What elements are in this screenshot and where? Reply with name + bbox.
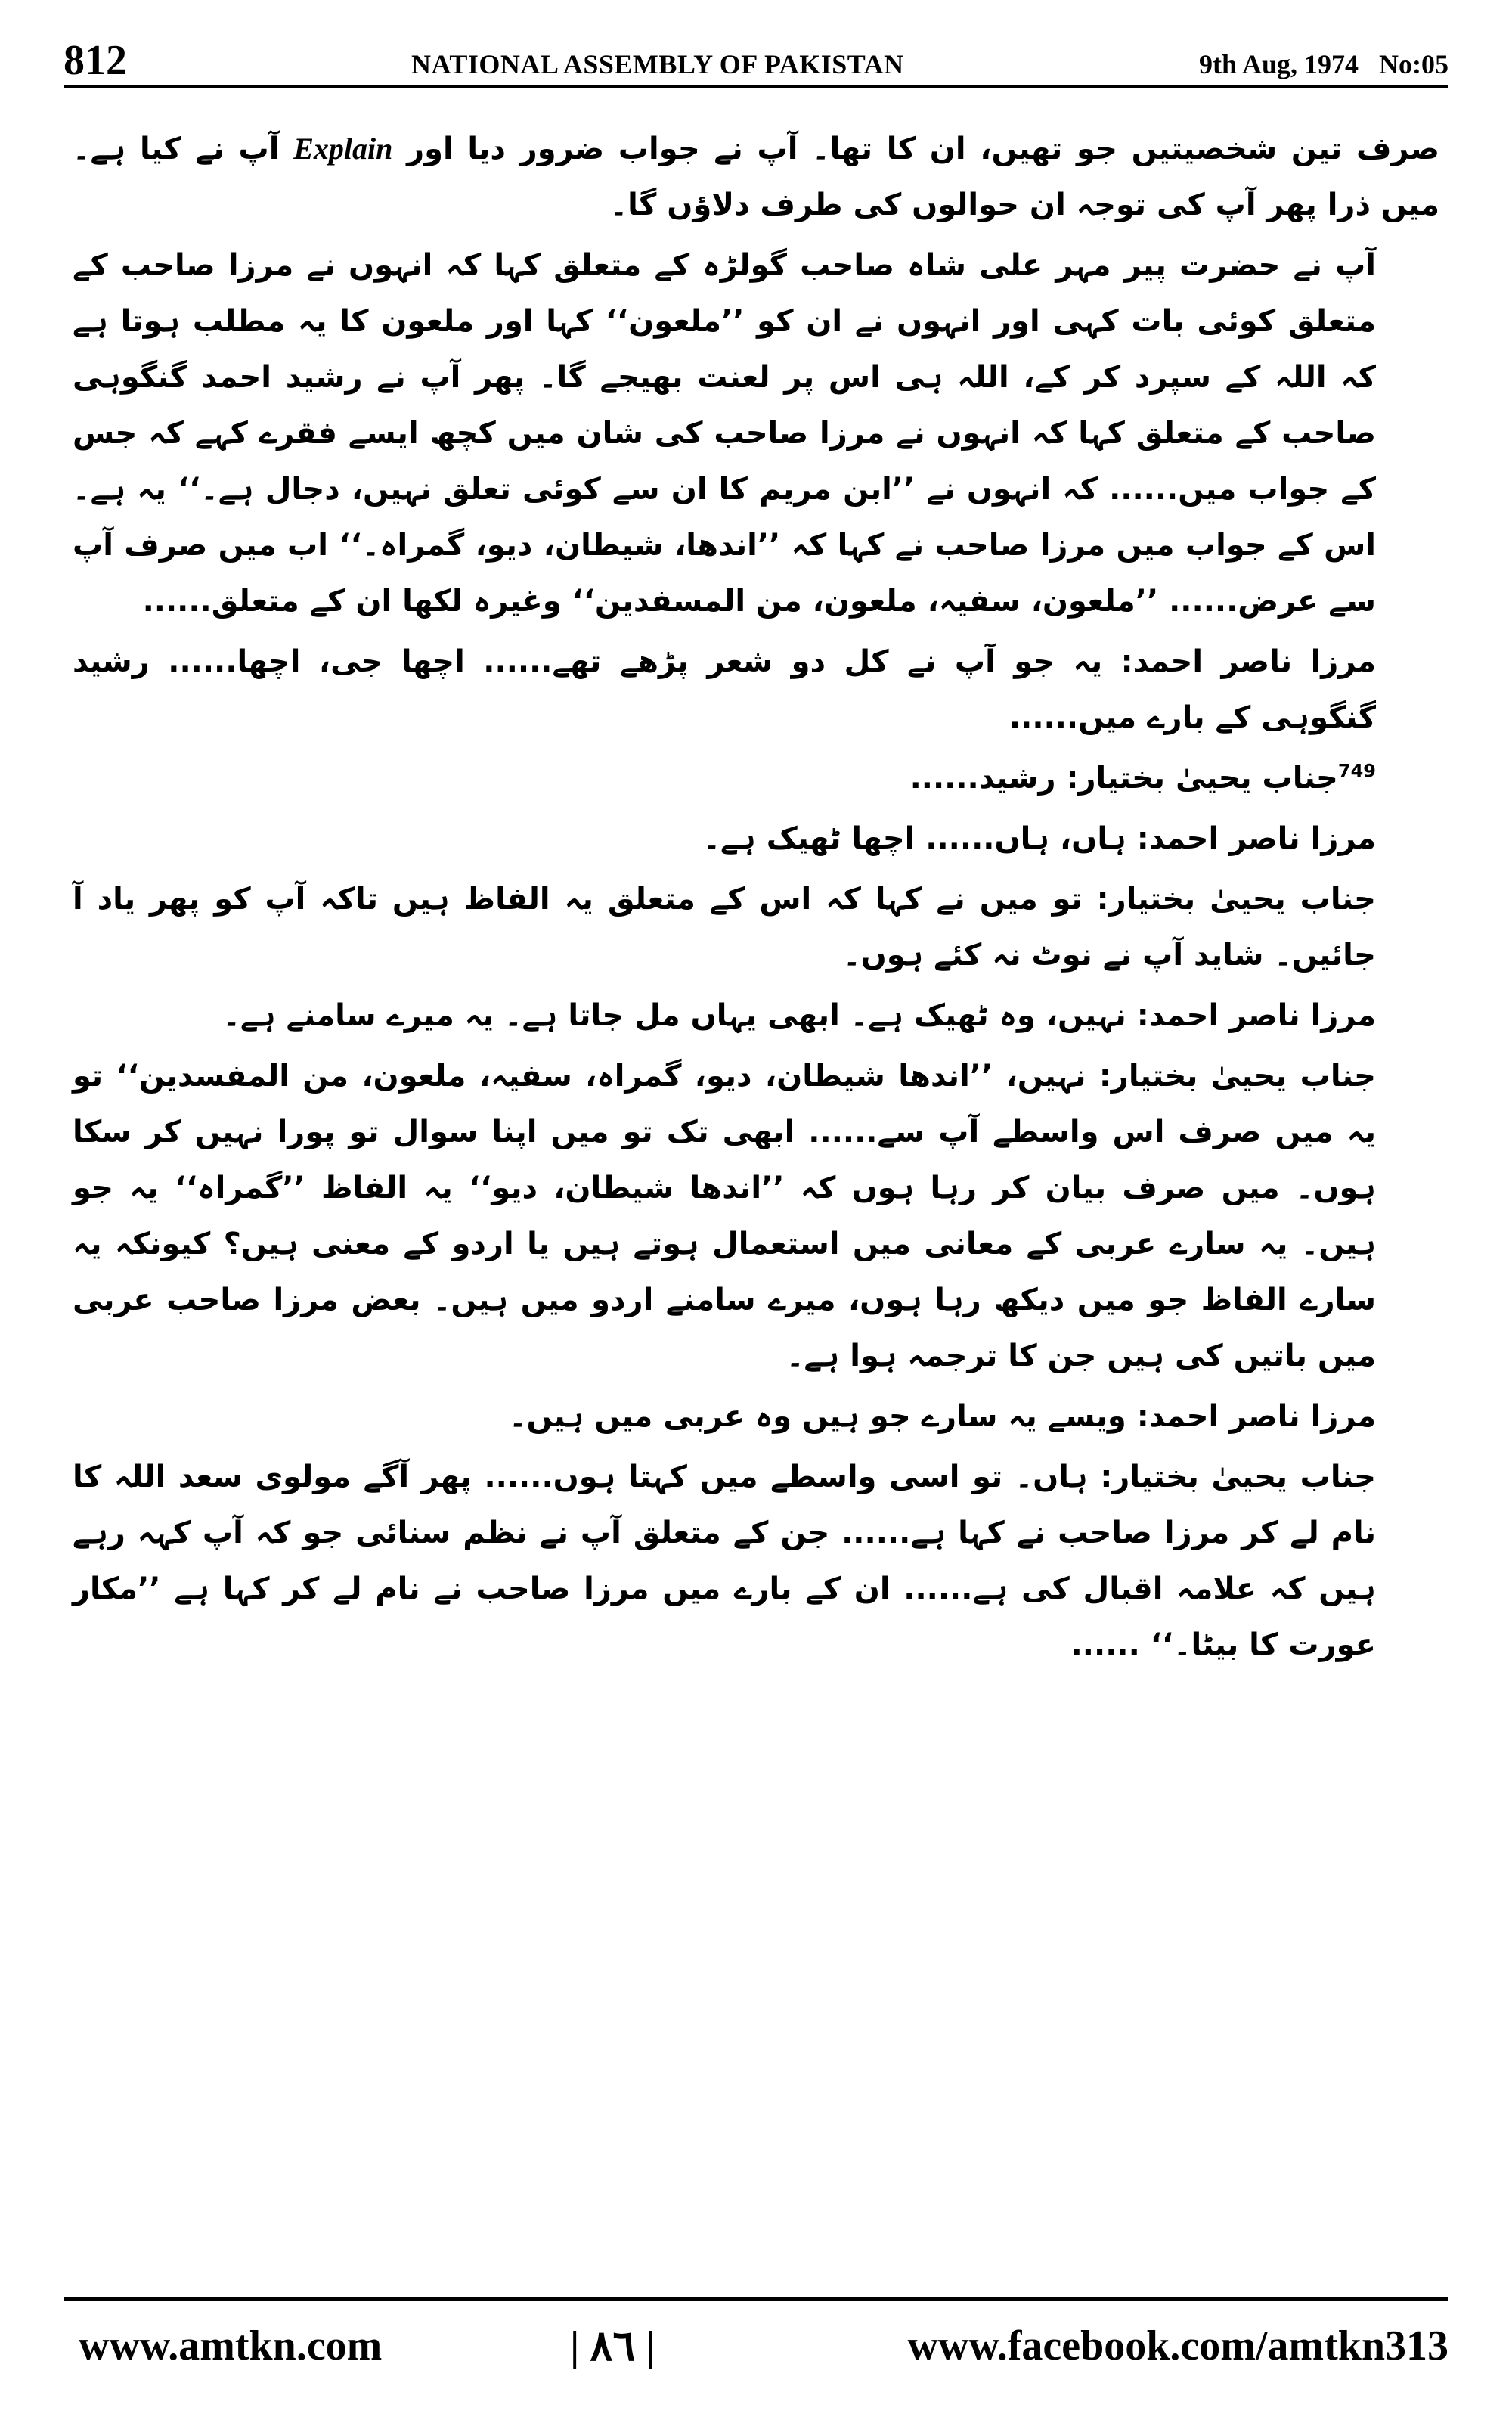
paragraph-text: صرف تین شخصیتیں جو تھیں، ان کا تھا۔ آپ نے جواب ضرور دیا اور [392,132,1439,166]
header-title: NATIONAL ASSEMBLY OF PAKISTAN [411,49,904,79]
footer-page-mark: | ٨٦ | [570,2323,655,2370]
dialogue-text: رشید...... [909,761,1056,796]
paragraph [73,237,1439,629]
english-word: Explain [293,132,393,166]
footer-website-link[interactable]: www.amtkn.com [79,2322,383,2369]
dialogue-text: تو میں نے کہا کہ اس کے متعلق یہ الفاظ ہیں تاکہ آپ کو پھر یاد آ جائیں۔ شاید آپ نے نوٹ نہ کئے ہوں۔ [73,882,1376,973]
dialogue-text: ہاں، ہاں...... اچھا ٹھیک ہے۔ [702,821,1126,856]
speaker-name: جناب یحییٰ بختیار: [1066,761,1338,796]
page-number: 812 [64,37,127,84]
speaker-name: مرزا ناصر احمد: [1120,644,1376,679]
dialogue-line [73,811,1439,867]
footnote-marker: 749 [1337,760,1376,782]
speaker-name: مرزا ناصر احمد: [1136,998,1376,1033]
page-header [64,36,1448,89]
dialogue-text: یہ جو آپ نے کل دو شعر پڑھے تھے...... اچھا جی، اچھا...... رشید گنگوہی کے بارے میں...... [73,644,1376,735]
dialogue-line [73,1048,1439,1384]
footer-rule [64,2297,1448,2301]
dialogue-line [73,1388,1439,1444]
dialogue-text: ویسے یہ سارے جو ہیں وہ عربی میں ہیں۔ [509,1399,1126,1434]
paragraph [73,121,1439,233]
footer-facebook-link[interactable]: www.facebook.com/amtkn313 [907,2322,1448,2369]
dialogue-line [73,634,1439,746]
paragraph-text: آپ نے حضرت پیر مہر علی شاہ صاحب گولڑہ کے متعلق کہا کہ انہوں نے مرزا صاحب کے متعلق کوئی بات کہی اور انہوں نے ان کو ’’ملعون‘‘ کہا اور ملعون کا یہ مطلب ہوتا ہے کہ اللہ کے سپرد کر کے، اللہ ہی اس پر لعنت بھیجے گا۔ پھر آپ نے رشید احمد گنگوہی صاحب کے متعلق کہا کہ انہوں نے مرزا صاحب کی شان میں کچھ ایسے فقرے کہے کہ جس کے جواب میں...... کہ انہوں نے ’’ابن مریم کا ان سے کوئی تعلق نہیں، دجال ہے۔‘‘ یہ ہے۔ اس کے جواب میں مرزا صاحب نے کہا کہ ’’اندھا، شیطان، دیو، گمراہ۔‘‘ اب میں صرف آپ سے عرض...... ’’ملعون، سفیہ، ملعون، من المسفدین‘‘ وغیرہ لکھا ان کے متعلق...... [73,248,1376,619]
page-footer [64,2322,1448,2390]
dialogue-line [73,750,1439,806]
speaker-name: جناب یحییٰ بختیار: [1096,882,1376,917]
speaker-name: مرزا ناصر احمد: [1136,821,1376,856]
paragraph-text: آپ نے کیا ہے۔ میں ذرا پھر آپ کی توجہ ان حوالوں کی طرف دلاؤں گا۔ [73,132,1439,222]
header-rule [64,85,1448,88]
speaker-name: مرزا ناصر احمد: [1136,1399,1376,1434]
speaker-name: جناب یحییٰ بختیار: [1098,1059,1377,1094]
header-date: 9th Aug, 1974 No:05 [1198,49,1448,79]
dialogue-line [73,988,1439,1044]
dialogue-line [73,871,1439,983]
dialogue-text: ہاں۔ تو اسی واسطے میں کہتا ہوں...... پھر آگے مولوی سعد اللہ کا نام لے کر مرزا صاحب نے کہا ہے...... جن کے متعلق آپ نے نظم سنائی جو کہ آپ کہہ رہے ہیں کہ علامہ اقبال کی ہے...... ان کے بارے میں مرزا صاحب نے نام لے کر کہا ہے ’’مکار عورت کا بیٹا۔‘‘ ...... [73,1460,1376,1662]
speaker-name: جناب یحییٰ بختیار: [1100,1460,1376,1494]
dialogue-line [73,1449,1439,1673]
dialogue-text: نہیں، ’’اندھا شیطان، دیو، گمراہ، سفیہ، ملعون، من المفسدین‘‘ تو یہ میں صرف اس واسطے آپ سے...... ابھی تک تو میں اپنا سوال تو پورا نہیں کر سکا ہوں۔ میں صرف بیان کر رہا ہوں کہ ’’اندھا شیطان، دیو‘‘ یہ الفاظ ’’گمراہ‘‘ یہ جو ہیں۔ یہ سارے عربی کے معانی میں استعمال ہوتے ہیں یا اردو کے معنی ہیں؟ کیونکہ یہ سارے الفاظ جو میں دیکھ رہا ہوں، میرے سامنے اردو میں ہیں۔ بعض مرزا صاحب عربی میں باتیں کی ہیں جن کا ترجمہ ہوا ہے۔ [73,1059,1376,1373]
document-body [73,121,1439,2254]
dialogue-text: نہیں، وہ ٹھیک ہے۔ ابھی یہاں مل جاتا ہے۔ یہ میرے سامنے ہے۔ [222,998,1126,1033]
